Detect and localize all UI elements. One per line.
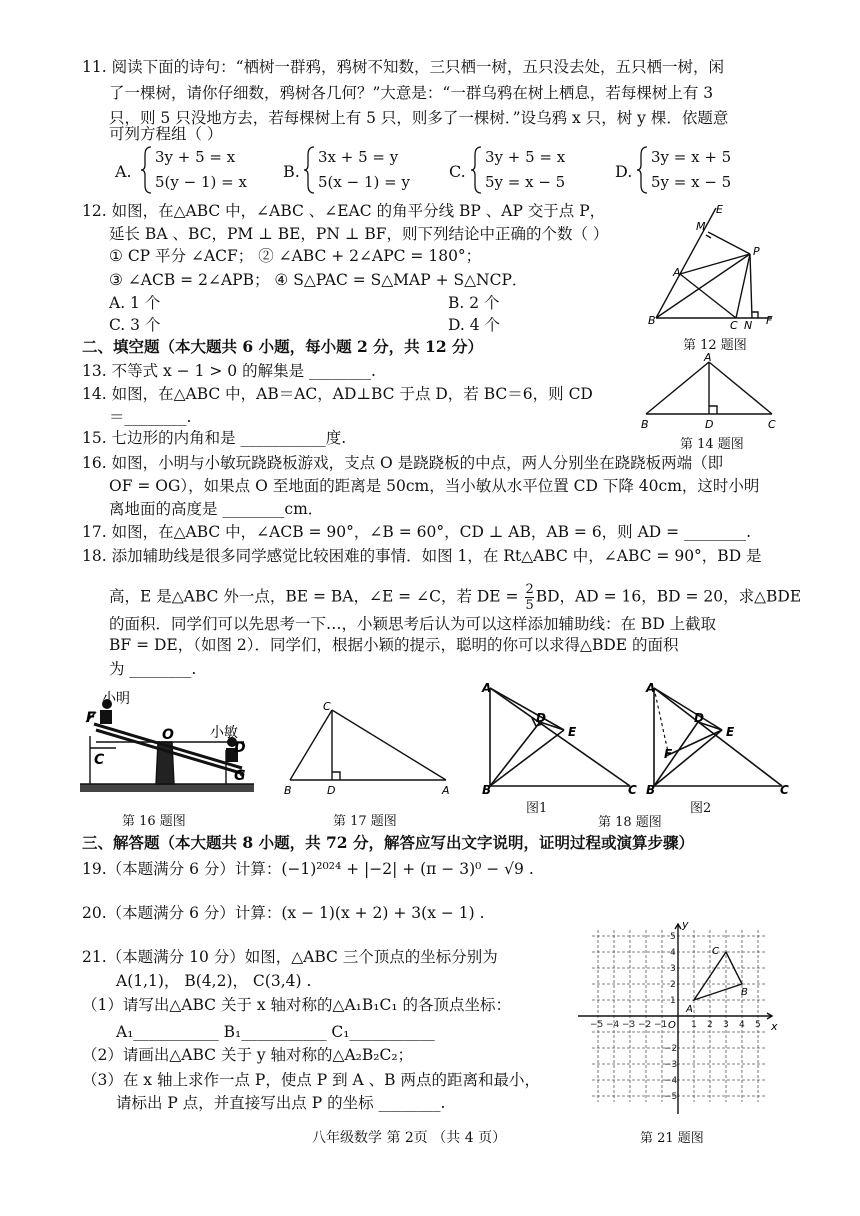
q12-line2: 延长 BA 、BC，PM ⊥ BE，PN ⊥ BF，则下列结论中正确的个数（ ） — [109, 225, 609, 243]
label-C: C — [780, 783, 789, 797]
svg-text:−5: −5 — [664, 1092, 678, 1102]
label-F: F — [766, 314, 773, 327]
q13: 13. 不等式 x − 1 > 0 的解集是 ________. — [82, 362, 376, 380]
q18-line1: 18. 添加辅助线是很多同学感觉比较困难的事情．如图 1，在 Rt△ABC 中，∠ABC = 90°，BD 是 — [82, 547, 762, 565]
label-E: E — [568, 725, 577, 739]
q18-line3: 的面积．同学们可以先思考一下…，小颖思考后认为可以这样添加辅助线：在 BD 上截取 — [109, 615, 717, 633]
figure-18-1-label: 图1 — [526, 801, 548, 816]
q16-line2: OF = OG），如果点 O 至地面的距离是 50cm，当小敏从水平位置 CD 下降 40cm，这时小明 — [109, 477, 760, 495]
figure-21-caption: 第 21 题图 — [640, 1131, 704, 1146]
label-C: C — [628, 783, 637, 797]
label-origin: O — [668, 1020, 676, 1031]
label-B: B — [284, 784, 292, 797]
section-3-heading: 三、解答题（本大题共 8 小题，共 72 分，解答应写出文字说明，证明过程或演算步骤） — [82, 833, 694, 852]
label-E: E — [726, 725, 735, 739]
page-footer: 八年级数学 第 2页 （共 4 页） — [312, 1130, 507, 1146]
figure-18-2-label: 图2 — [690, 801, 712, 816]
q21-line7: 请标出 P 点，并直接写出点 P 的坐标 ________. — [116, 1094, 446, 1112]
figure-17 — [280, 696, 452, 800]
figure-18-1 — [478, 678, 638, 798]
svg-text:−1: −1 — [654, 1020, 668, 1030]
label-C: C — [94, 752, 105, 768]
q12-line3: ① CP 平分 ∠ACF； ② ∠ABC + 2∠APC = 180°； — [109, 247, 482, 265]
q18-line4: BF = DE，（如图 2）．同学们，根据小颖的提示，聪明的你可以求得△BDE 的面积 — [109, 636, 679, 654]
label-B: B — [648, 314, 656, 327]
q11-line3: 只，则 5 只没地方去，若每棵树上有 5 只，则多了一棵树．”设乌鸦 x 只，树 y 棵．依题意 — [109, 109, 729, 127]
label-D: D — [705, 418, 714, 431]
q12-option-d: D. 4 个 — [448, 316, 501, 334]
figure-14 — [640, 352, 790, 432]
svg-text:−2: −2 — [664, 1044, 678, 1054]
figure-18-caption: 第 18 题图 — [598, 815, 662, 830]
svg-text:−5: −5 — [590, 1020, 604, 1030]
label-D: D — [694, 711, 704, 725]
q12-option-a: A. 1 个 — [109, 294, 161, 312]
fraction-two-fifths: $\frac{2}{5}$ — [525, 582, 534, 613]
brace-icon — [636, 145, 650, 195]
label-D: D — [234, 740, 246, 756]
q21-line2: A(1,1)， B(4,2)， C(3,4) . — [116, 972, 312, 990]
label-y: y — [682, 918, 689, 931]
q12-option-b: B. 2 个 — [448, 294, 500, 312]
label-A: A — [704, 352, 712, 364]
label-E: E — [716, 203, 723, 216]
q12-option-c: C. 3 个 — [109, 316, 161, 334]
label-A: A — [442, 784, 450, 797]
figure-14-caption: 第 14 题图 — [680, 437, 744, 452]
figure-12-caption: 第 12 题图 — [683, 338, 747, 353]
figure-16-seesaw — [76, 690, 260, 808]
svg-text:2: 2 — [707, 1020, 713, 1030]
label-A: A — [686, 1004, 693, 1015]
svg-text:3: 3 — [670, 964, 676, 974]
svg-text:−3: −3 — [622, 1020, 636, 1030]
q16-line3: 离地面的高度是 ________cm． — [109, 500, 324, 518]
q11-line2: 了一棵树，请你仔细数，鸦树各几何？”大意是：“一群乌鸦在树上栖息，若每棵树上有 3 — [109, 84, 714, 102]
q18-line2: 高，E 是△ABC 外一点，BE = BA，∠E = ∠C，若 DE = $\frac{2}{5}$ BD，AD = 16，BD = 20，求△BDE — [109, 582, 802, 613]
q12-line1: 12. 如图，在△ABC 中，∠ABC 、∠EAC 的角平分线 BP 、AP 交于点 P， — [82, 202, 606, 220]
svg-text:2: 2 — [670, 980, 676, 990]
label-M: M — [696, 220, 706, 233]
q21-line4: A₁___________ B₁___________ C₁___________ — [116, 1023, 435, 1041]
section-2-heading: 二、填空题（本大题共 6 小题，每小题 2 分，共 12 分） — [82, 337, 484, 356]
svg-text:1: 1 — [691, 1020, 697, 1030]
label-x: x — [771, 1020, 778, 1033]
svg-text:4: 4 — [739, 1020, 745, 1030]
label-C: C — [730, 319, 738, 332]
label-B: B — [741, 987, 748, 998]
figure-18-2 — [642, 678, 792, 798]
svg-text:1: 1 — [670, 996, 676, 1006]
label-xiaomin: 小敏 — [210, 725, 238, 741]
q11-line1: 11. 阅读下面的诗句：“栖树一群鸦，鸦树不知数，三只栖一树，五只没去处，五只栖一树，闲 — [82, 58, 725, 76]
svg-text:3: 3 — [723, 1020, 729, 1030]
label-xiaoming: 小明 — [102, 691, 130, 707]
label-B: B — [641, 418, 649, 431]
q21-line1: 21.（本题满分 10 分）如图，△ABC 三个顶点的坐标分别为 — [82, 948, 498, 966]
q16-line1: 16. 如图，小明与小敏玩跷跷板游戏，支点 O 是跷跷板的中点，两人分别坐在跷跷板两端（即 — [82, 454, 724, 472]
svg-text:4: 4 — [670, 948, 676, 958]
label-A: A — [646, 681, 656, 695]
q15: 15. 七边形的内角和是 ___________度. — [82, 429, 347, 447]
label-A: A — [482, 681, 492, 695]
label-D: D — [536, 711, 546, 725]
label-B: B — [646, 783, 656, 797]
svg-text:5: 5 — [670, 932, 676, 942]
q21-line5: （2）请画出△ABC 关于 y 轴对称的△A₂B₂C₂； — [82, 1046, 414, 1064]
figure-12 — [640, 200, 800, 332]
label-D: D — [327, 784, 336, 797]
q17-line1: 17. 如图，在△ABC 中，∠ACB = 90°，∠B = 60°，CD ⊥ AB，AB = 6，则 AD = ________. — [82, 523, 751, 541]
q21-line6: （3）在 x 轴上求作一点 P，使点 P 到 A 、B 两点的距离和最小， — [82, 1071, 540, 1089]
q12-line4: ③ ∠ACB = 2∠APB； ④ S△PAC = S△MAP + S△NCP． — [109, 271, 528, 289]
q14-line2: ＝________. — [109, 408, 192, 426]
svg-text:−4: −4 — [664, 1076, 678, 1086]
label-C: C — [712, 946, 719, 957]
brace-icon — [140, 145, 154, 195]
label-C: C — [768, 418, 776, 431]
svg-text:5: 5 — [755, 1020, 761, 1030]
q11-line4: 可列方程组（ ） — [109, 125, 223, 143]
svg-text:−4: −4 — [606, 1020, 620, 1030]
label-B: B — [482, 783, 492, 797]
q21-line3: （1）请写出△ABC 关于 x 轴对称的△A₁B₁C₁ 的各顶点坐标： — [82, 996, 511, 1014]
label-F: F — [664, 747, 673, 761]
q18-line5: 为 ________. — [109, 660, 197, 678]
brace-icon — [303, 145, 317, 195]
svg-text:−2: −2 — [638, 1020, 652, 1030]
figure-16-caption: 第 16 题图 — [122, 814, 186, 829]
label-C: C — [323, 700, 331, 713]
label-A: A — [673, 266, 681, 279]
label-O: O — [162, 727, 174, 743]
figure-17-caption: 第 17 题图 — [333, 814, 397, 829]
q20: 20.（本题满分 6 分）计算：(x − 1)(x + 2) + 3(x − 1) . — [82, 904, 485, 922]
svg-text:−3: −3 — [664, 1060, 678, 1070]
q14-line1: 14. 如图，在△ABC 中，AB＝AC，AD⊥BC 于点 D，若 BC＝6，则 CD — [82, 385, 593, 403]
brace-icon — [470, 145, 484, 195]
exam-page: 11. 阅读下面的诗句：“栖树一群鸦，鸦树不知数，三只栖一树，五只没去处，五只栖一树，闲 了一棵树，请你仔细数，鸦树各几何？”大意是：“一群乌鸦在树上栖息，若每棵树上有 3 只，则 5 只没地方去，若每棵树上有 5 只，则多了一棵树．”设乌鸦 x 只，树 y 棵．依题意 可列方程组（ ） A. 3y + 5 = x 5(y − 1) = x B. 3x + 5 = y 5(x − 1) = y C. 3y + 5 = x 5y = x − 5 D. 3y = x + 5 5y = x − 5 12. 如图，在△ABC 中，∠ABC 、∠EAC 的角平分线 BP 、AP 交于点 P， 延长 BA 、BC，PM ⊥ BE，PN ⊥ BF，则下列结论中正确的个数（ ） ① CP 平分 ∠ACF； ② ∠ABC + 2∠APC = 180°； ③ ∠ACB = 2∠APB； ④ S△PAC = S△MAP + S△NCP． A. 1 个 B. 2 个 C. 3 个 D. 4 个 E M P A B C N F 第 12 题图 二、填空题（本大题共 6 小题，每小题 2 分，共 12 分） 13. 不等式 x − 1 > 0 的解集是 ________. 14. 如图，在△ABC 中，AB＝AC，AD⊥BC 于点 D，若 BC＝6，则 CD ＝________. A B D C 第 14 题图 15. 七边形的内角和是 ___________度. 16. 如图，小明与小敏玩跷跷板游戏，支点 O 是跷跷板的中点，两人分别坐在跷跷板两端（即 OF = OG），如果点 O 至地面的距离是 50cm，当小敏从水平位置 CD 下降 40cm，这时小明 离地面的高度是 ________cm． 17. 如图，在△ABC 中，∠ACB = 90°，∠B = 60°，CD ⊥ AB，AB = 6，则 AD = ________. 18. 添加辅助线是很多同学感觉比较困难的事情．如图 1，在 Rt△ABC 中，∠ABC = 90°，BD 是 高，E 是△ABC 外一点，BE = BA，∠E = ∠C，若 DE = $\frac{2}{5}$ BD，AD = 16，BD = 20，求△BDE 的面积．同学们可以先思考一下…，小颖思考后认为可以这样添加辅助线：在 BD 上截取 BF = DE，（如图 2）．同学们，根据小颖的提示，聪明的你可以求得△BDE 的面积 为 ________. 小明 小敏 F O C D G 第 16 题图 C B D A 第 17 题图 A D E B C 图1 A D E F B C 图2 第 18 题图 三、解答题（本大题共 8 小题，共 72 分，解答应写出文字说明，证明过程或演算步骤） 19.（本题满分 6 分）计算：(−1)²⁰²⁴ + |−2| + (π − 3)⁰ − √9 . 20.（本题满分 6 分）计算：(x − 1)(x + 2) + 3(x − 1) . 21.（本题满分 10 分）如图，△ABC 三个顶点的坐标分别为 A(1,1)， B(4,2)， C(3,4) . （1）请写出△ABC 关于 x 轴对称的△A₁B₁C₁ 的各顶点坐标： A₁___________ B₁___________ C₁___________ （2）请画出△ABC 关于 y 轴对称的△A₂B₂C₂； （3）在 x 轴上求作一点 P，使点 P 到 A 、B 两点的距离和最小， 请标出 P 点，并直接写出点 P 的坐标 ________. y x O A B C 1 2 3 4 5 −5 −4 −3 −2 −1 1 2 3 4 5 −2 −3 −4 −5 第 21 题图 八年级数学 第 2页 （共 4 页） — [0, 0, 860, 1216]
q19: 19.（本题满分 6 分）计算：(−1)²⁰²⁴ + |−2| + (π − 3)⁰ − √9 . — [82, 860, 534, 878]
figure-21-grid — [574, 918, 780, 1124]
label-N: N — [744, 319, 753, 332]
label-F: F — [86, 710, 96, 726]
label-G: G — [234, 768, 246, 784]
label-P: P — [753, 245, 760, 258]
